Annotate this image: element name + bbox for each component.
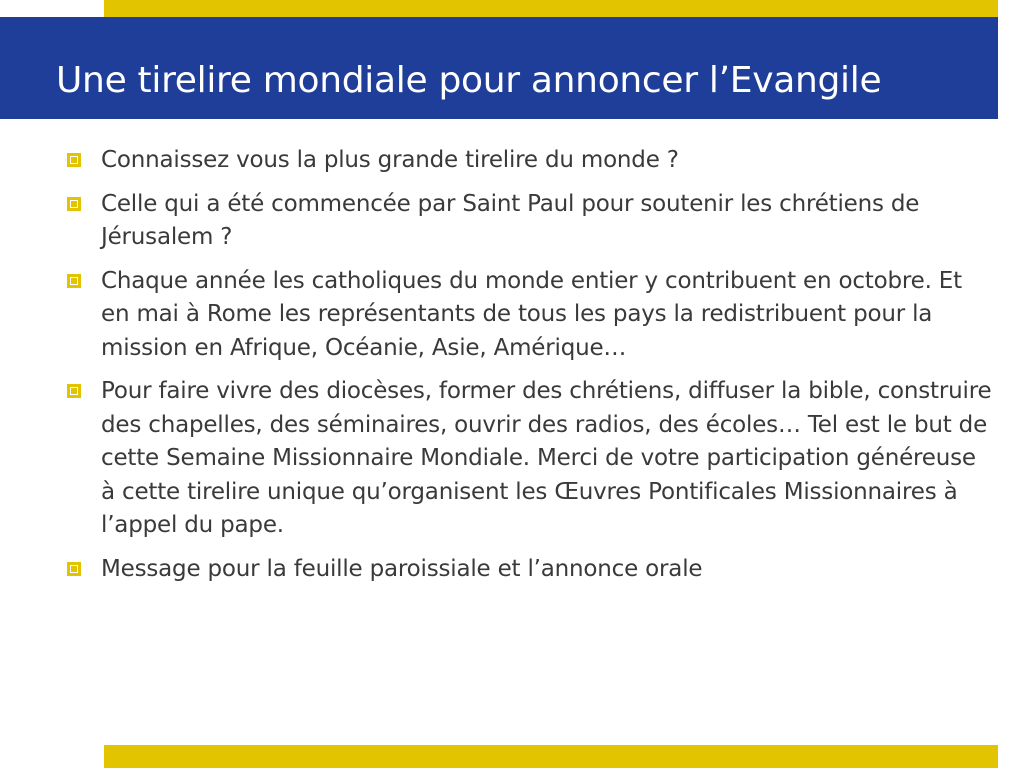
square-bullet-icon (67, 384, 81, 398)
square-bullet-icon (67, 562, 81, 576)
bullet-item (64, 188, 994, 255)
bullet-item (64, 144, 994, 178)
bullet-text: Celle qui a été commencée par Saint Paul pour soutenir les chrétiens de Jérusalem ? (101, 190, 920, 250)
bullet-text: Message pour la feuille paroissiale et l’annonce orale (101, 555, 703, 582)
top-accent-stripe (104, 0, 998, 17)
bullet-item (64, 375, 994, 543)
title-bar (0, 17, 998, 119)
slide-title: Une tirelire mondiale pour annoncer l’Evangile (56, 60, 882, 101)
bullet-item (64, 265, 994, 366)
square-bullet-icon (67, 197, 81, 211)
bullet-list (64, 144, 994, 596)
bottom-accent-stripe (104, 745, 998, 768)
bullet-text: Pour faire vivre des diocèses, former des chrétiens, diffuser la bible, construire des chapelles, des séminaires, ouvrir des radios, des écoles… Tel est le but de cette Semaine Missionnaire Mondiale. Merci de votre participation généreuse à cette tirelire unique qu’organisent les Œuvres Pontificales Missionnaires à l’appel du pape. (101, 378, 992, 538)
bullet-text: Chaque année les catholiques du monde entier y contribuent en octobre. Et en mai à Rome les représentants de tous les pays la redistribuent pour la mission en Afrique, Océanie, Asie, Amérique… (101, 267, 962, 361)
bullet-item (64, 553, 994, 587)
square-bullet-icon (67, 274, 81, 288)
bullet-text: Connaissez vous la plus grande tirelire du monde ? (101, 147, 679, 173)
square-bullet-icon (67, 153, 81, 167)
